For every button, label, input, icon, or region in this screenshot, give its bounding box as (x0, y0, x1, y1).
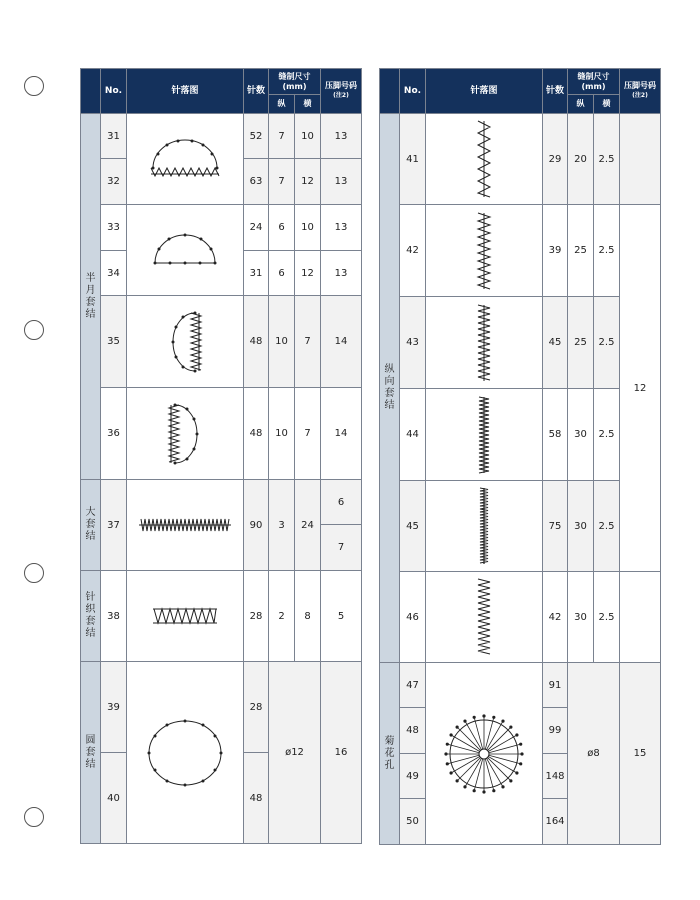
row-presser: 13 (321, 205, 362, 251)
category-chrysanthemum: 菊花孔 (380, 663, 400, 845)
row-no: 39 (101, 662, 127, 753)
row-stitches: 90 (244, 480, 269, 571)
header-blank (380, 69, 400, 114)
vertical-bartack-image (474, 303, 494, 383)
header-presser-note: (注2) (632, 92, 648, 99)
header-presser-note: (注2) (333, 92, 349, 99)
row-no: 49 (400, 754, 426, 799)
row-no: 44 (400, 389, 426, 481)
row-horizontal: 10 (295, 205, 321, 251)
vertical-bartack-image (474, 577, 494, 657)
eyelet-needle-point (456, 779, 458, 781)
row-horizontal: 2.5 (594, 389, 620, 481)
row-stitches: 63 (244, 159, 269, 205)
header-no: No. (101, 69, 127, 114)
stitch-pattern-image (127, 205, 244, 296)
eyelet-flower-image (442, 712, 526, 796)
row-stitches: 42 (543, 572, 568, 663)
row-presser: 6 (321, 480, 362, 525)
header-stitches: 针数 (244, 69, 269, 114)
stitch-pattern-image (127, 388, 244, 480)
row-horizontal: 10 (295, 114, 321, 159)
left-stitch-table (80, 68, 362, 844)
row-stitches: 148 (543, 754, 568, 799)
row-presser: 13 (321, 114, 362, 159)
row-no: 42 (400, 205, 426, 297)
header-size: 缝制尺寸(mm) (269, 69, 321, 95)
row-no: 40 (101, 753, 127, 844)
row-stitches: 48 (244, 753, 269, 844)
eyelet-needle-point (520, 762, 522, 764)
eyelet-needle-point (502, 785, 504, 787)
header-vertical: 纵 (269, 95, 295, 114)
header-no: No. (400, 69, 426, 114)
row-stitches: 31 (244, 251, 269, 296)
stitch-pattern-image (426, 205, 543, 297)
left-half-moon-image (155, 307, 215, 377)
binder-hole-2 (24, 320, 44, 340)
eyelet-needle-point (450, 771, 452, 773)
stitch-pattern-image (127, 480, 244, 571)
knit-bartack-image (150, 604, 220, 628)
eyelet-needle-point (493, 789, 495, 791)
header-presser-label: 压脚号码 (325, 81, 358, 90)
eyelet-needle-point (520, 742, 522, 744)
row-vertical: 20 (568, 114, 594, 205)
row-vertical: 6 (269, 251, 295, 296)
eyelet-needle-point (446, 742, 448, 744)
eyelet-needle-point (483, 790, 485, 792)
flower-size: ø8 (568, 663, 620, 845)
flower-presser: 15 (620, 663, 661, 845)
row-stitches: 28 (244, 662, 269, 753)
header-presser (620, 69, 661, 114)
row-no: 47 (400, 663, 426, 708)
eyelet-needle-point (464, 719, 466, 721)
long-presser: 12 (620, 205, 661, 572)
row-no: 46 (400, 572, 426, 663)
row-stitches: 164 (543, 799, 568, 845)
row-no: 35 (101, 296, 127, 388)
stitch-pattern-image (426, 572, 543, 663)
row-stitches: 48 (244, 388, 269, 480)
row-horizontal: 7 (295, 388, 321, 480)
right-half-moon-image (155, 399, 215, 469)
row-presser: 13 (321, 159, 362, 205)
row-vertical: 25 (568, 297, 594, 389)
category-longitudinal: 纵向套结 (380, 114, 400, 663)
row-horizontal: 24 (295, 480, 321, 571)
stitch-pattern-image (127, 114, 244, 205)
binder-hole-3 (24, 563, 44, 583)
row-stitches: 29 (543, 114, 568, 205)
row-presser: 13 (321, 251, 362, 296)
half-moon-outline-image (145, 225, 225, 275)
header-stitches: 针数 (543, 69, 568, 114)
row-vertical: 30 (568, 389, 594, 481)
circle-size: ø12 (269, 662, 321, 844)
stitch-pattern-image (426, 297, 543, 389)
row-horizontal: 12 (295, 159, 321, 205)
circle-bartack-image (145, 718, 225, 788)
category-large: 大套结 (81, 480, 101, 571)
eyelet-needle-point (516, 771, 518, 773)
row-no: 31 (101, 114, 127, 159)
row-stitches: 99 (543, 708, 568, 754)
row-horizontal: 2.5 (594, 114, 620, 205)
stitch-pattern-image (127, 662, 244, 844)
row-vertical: 7 (269, 114, 295, 159)
row-horizontal: 2.5 (594, 297, 620, 389)
stitch-pattern-image (426, 481, 543, 572)
row-presser: 14 (321, 388, 362, 480)
row-vertical: 6 (269, 205, 295, 251)
vertical-bartack-image (474, 486, 494, 566)
header-pattern: 针落图 (127, 69, 244, 114)
stitch-pattern-image (426, 114, 543, 205)
row-vertical: 25 (568, 205, 594, 297)
header-horizontal: 横 (295, 95, 321, 114)
row-horizontal: 2.5 (594, 205, 620, 297)
vertical-bartack-image (474, 119, 494, 199)
row-horizontal: 2.5 (594, 481, 620, 572)
right-stitch-table (379, 68, 661, 845)
row-vertical: 3 (269, 480, 295, 571)
header-presser-label: 压脚号码 (624, 81, 657, 90)
eyelet-needle-point (464, 785, 466, 787)
row-horizontal: 12 (295, 251, 321, 296)
row-horizontal: 8 (295, 571, 321, 662)
row-horizontal: 7 (295, 296, 321, 388)
eyelet-needle-point (483, 714, 485, 716)
header-size: 缝制尺寸(mm) (568, 69, 620, 95)
eyelet-needle-point (521, 752, 523, 754)
row-stitches: 52 (244, 114, 269, 159)
row-presser: 5 (321, 571, 362, 662)
row-no: 48 (400, 708, 426, 754)
binder-hole-1 (24, 76, 44, 96)
row-presser: 7 (321, 525, 362, 571)
vertical-bartack-image (474, 211, 494, 291)
eyelet-needle-point (510, 725, 512, 727)
header-blank (81, 69, 101, 114)
row-no: 41 (400, 114, 426, 205)
row-no: 38 (101, 571, 127, 662)
eyelet-needle-point (445, 752, 447, 754)
row-stitches: 75 (543, 481, 568, 572)
large-bartack-image (137, 515, 233, 535)
eyelet-ray (488, 757, 511, 780)
category-knit: 针织套结 (81, 571, 101, 662)
row-no: 34 (101, 251, 127, 296)
eyelet-needle-point (473, 789, 475, 791)
header-pattern: 针落图 (426, 69, 543, 114)
stitch-pattern-image (127, 571, 244, 662)
row-presser: 14 (321, 296, 362, 388)
row-stitches: 58 (543, 389, 568, 481)
category-half-moon: 半月套结 (81, 114, 101, 480)
row-no: 45 (400, 481, 426, 572)
eyelet-needle-point (473, 716, 475, 718)
row-stitches: 28 (244, 571, 269, 662)
stitch-pattern-image (127, 296, 244, 388)
row-no: 37 (101, 480, 127, 571)
row-stitches: 45 (543, 297, 568, 389)
row-presser-blank (620, 114, 661, 205)
eyelet-needle-point (510, 779, 512, 781)
row-vertical: 2 (269, 571, 295, 662)
eyelet-needle-point (502, 719, 504, 721)
eyelet-needle-point (456, 725, 458, 727)
row-no: 32 (101, 159, 127, 205)
header-vertical: 纵 (568, 95, 594, 114)
eyelet-ray (488, 727, 511, 750)
row-stitches: 91 (543, 663, 568, 708)
row-vertical: 30 (568, 481, 594, 572)
eyelet-needle-point (446, 762, 448, 764)
circle-presser: 16 (321, 662, 362, 844)
binder-hole-4 (24, 807, 44, 827)
category-circle: 圆套结 (81, 662, 101, 844)
row-no: 36 (101, 388, 127, 480)
row-vertical: 10 (269, 388, 295, 480)
row-no: 43 (400, 297, 426, 389)
eyelet-ray (457, 727, 480, 750)
vertical-bartack-image (474, 395, 494, 475)
row-stitches: 24 (244, 205, 269, 251)
eyelet-needle-point (450, 733, 452, 735)
stitch-pattern-image (426, 389, 543, 481)
row-stitches: 48 (244, 296, 269, 388)
row-vertical: 30 (568, 572, 594, 663)
header-presser (321, 69, 362, 114)
eyelet-ray (457, 757, 480, 780)
stitch-pattern-image (426, 663, 543, 845)
row-vertical: 7 (269, 159, 295, 205)
row-horizontal: 2.5 (594, 572, 620, 663)
eyelet-needle-point (516, 733, 518, 735)
row-no: 33 (101, 205, 127, 251)
row-stitches: 39 (543, 205, 568, 297)
row-presser-blank (620, 572, 661, 663)
row-no: 50 (400, 799, 426, 845)
header-horizontal: 横 (594, 95, 620, 114)
eyelet-needle-point (493, 716, 495, 718)
row-vertical: 10 (269, 296, 295, 388)
half-moon-zigzag-image (145, 134, 225, 184)
